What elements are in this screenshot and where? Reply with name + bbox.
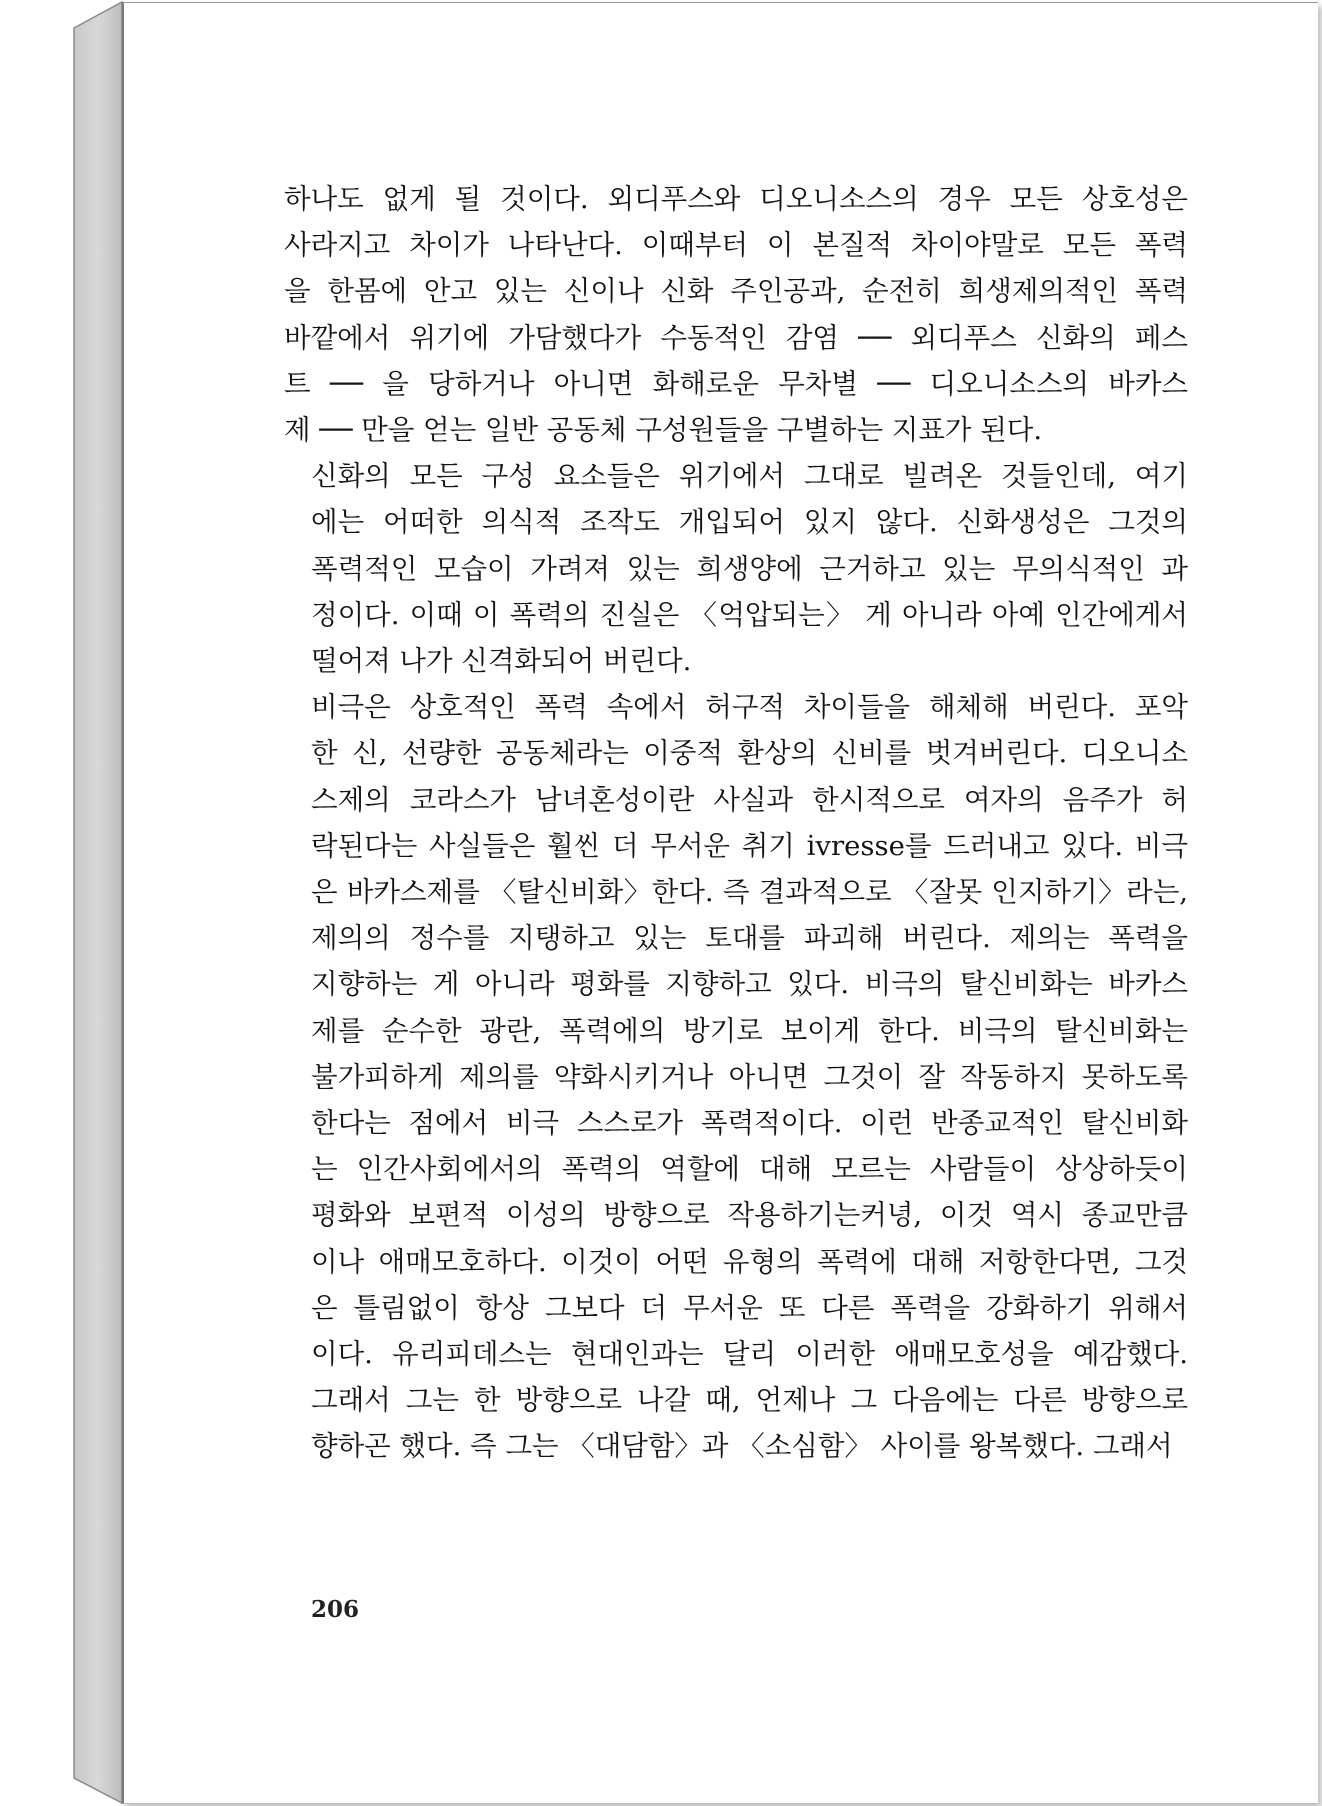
text-line: 한다는 점에서 비극 스스로가 폭력적이다. 이런 반종교적인 탈신비화 xyxy=(311,1107,1188,1140)
text-line: 바깥에서 위기에 가담했다가 수동적인 감염 ── 외디푸스 신화의 페스 xyxy=(284,321,1188,354)
text-line: 는 인간사회에서의 폭력의 역할에 대해 모르는 사람들이 상상하듯이 xyxy=(311,1153,1188,1186)
paragraph xyxy=(284,453,1188,684)
text-line: 제의의 정수를 지탱하고 있는 토대를 파괴해 버린다. 제의는 폭력을 xyxy=(311,922,1188,955)
text-line: 그래서 그는 한 방향으로 나갈 때, 언제나 그 다음에는 다른 방향으로 xyxy=(311,1384,1188,1417)
text-line: 제를 순수한 광란, 폭력에의 방기로 보이게 한다. 비극의 탈신비화는 xyxy=(311,1014,1188,1047)
text-line: 락된다는 사실들은 훨씬 더 무서운 취기 ivresse를 드러내고 있다. 비극 xyxy=(311,829,1188,862)
text-line: 한 신, 선량한 공동체라는 이중적 환상의 신비를 벗겨버린다. 디오니소 xyxy=(311,737,1188,770)
text-line: 정이다. 이때 이 폭력의 진실은 〈억압되는〉 게 아니라 아예 인간에게서 xyxy=(311,598,1188,631)
paragraph xyxy=(284,684,1188,1469)
paragraph xyxy=(284,176,1188,453)
text-line: 평화와 보편적 이성의 방향으로 작용하기는커녕, 이것 역시 종교만큼 xyxy=(311,1199,1188,1232)
text-line: 향하곤 했다. 즉 그는 〈대담함〉과 〈소심함〉 사이를 왕복했다. 그래서 xyxy=(311,1430,1173,1463)
text-line: 사라지고 차이가 나타난다. 이때부터 이 본질적 차이야말로 모든 폭력 xyxy=(284,229,1188,262)
text-line: 을 한몸에 안고 있는 신이나 신화 주인공과, 순전히 희생제의적인 폭력 xyxy=(284,275,1188,308)
text-line: 이다. 유리피데스는 현대인과는 달리 이러한 애매모호성을 예감했다. xyxy=(311,1338,1188,1371)
text-line: 비극은 상호적인 폭력 속에서 허구적 차이들을 해체해 버린다. 포악 xyxy=(311,691,1188,724)
body-text xyxy=(284,176,1188,1470)
text-line: 이나 애매모호하다. 이것이 어떤 유형의 폭력에 대해 저항한다면, 그것 xyxy=(311,1245,1188,1278)
text-line: 떨어져 나가 신격화되어 버린다. xyxy=(311,645,692,678)
text-line: 불가피하게 제의를 약화시키거나 아니면 그것이 잘 작동하지 못하도록 xyxy=(311,1060,1188,1093)
text-line: 스제의 코라스가 남녀혼성이란 사실과 한시적으로 여자의 음주가 허 xyxy=(311,783,1188,816)
text-line: 에는 어떠한 의식적 조작도 개입되어 있지 않다. 신화생성은 그것의 xyxy=(311,506,1188,539)
text-line: 제 ── 만을 얻는 일반 공동체 구성원들을 구별하는 지표가 된다. xyxy=(284,414,1043,447)
text-line: 신화의 모든 구성 요소들은 위기에서 그대로 빌려온 것들인데, 여기 xyxy=(311,460,1188,493)
text-line: 트 ── 을 당하거나 아니면 화해로운 무차별 ── 디오니소스의 바카스 xyxy=(284,367,1188,400)
text-line: 은 틀림없이 항상 그보다 더 무서운 또 다른 폭력을 강화하기 위해서 xyxy=(311,1291,1188,1324)
text-line: 하나도 없게 될 것이다. 외디푸스와 디오니소스의 경우 모든 상호성은 xyxy=(284,183,1188,215)
text-line: 은 바카스제를 〈탈신비화〉한다. 즉 결과적으로 〈잘못 인지하기〉라는, xyxy=(311,876,1188,909)
text-line: 폭력적인 모습이 가려져 있는 희생양에 근거하고 있는 무의식적인 과 xyxy=(311,552,1188,585)
page-number: 206 xyxy=(311,1596,360,1623)
text-line: 지향하는 게 아니라 평화를 지향하고 있다. 비극의 탈신비화는 바카스 xyxy=(311,968,1188,1001)
